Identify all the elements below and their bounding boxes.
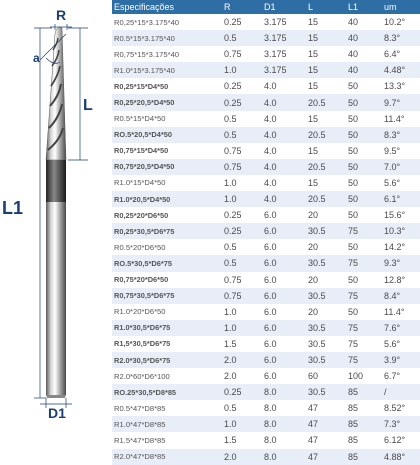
l-cell: 30.5 [308,255,348,271]
specifications-table [112,0,420,465]
r-cell: 0.25 [224,94,264,110]
l-cell: 30.5 [308,223,348,239]
table-body [112,14,420,465]
l-cell: 20 [308,272,348,288]
d1-cell: 8.0 [264,416,308,432]
angle-cell: 7.6° [384,320,420,336]
l1-cell: 40 [348,14,384,30]
d1-cell: 6.0 [264,336,308,352]
d1-cell: 6.0 [264,368,308,384]
table-row [112,255,420,271]
r-cell: 0.25 [224,207,264,223]
r-cell: 1.0 [224,304,264,320]
l1-cell: 75 [348,288,384,304]
angle-cell: 10.2° [384,14,420,30]
table-row [112,175,420,191]
d1-cell: 4.0 [264,143,308,159]
d1-cell: 3.175 [264,46,308,62]
l-cell: 47 [308,400,348,416]
table-row [112,78,420,94]
spec-cell: R0.5*47*D8*85 [112,400,224,416]
l1-cell: 50 [348,191,384,207]
spec-cell: R0,25*30,5*D6*75 [112,223,224,239]
spec-cell: R0.5*20*D6*50 [112,239,224,255]
d1-cell: 8.0 [264,449,308,465]
d1-cell: 6.0 [264,223,308,239]
table-row [112,94,420,110]
spec-cell: R0.5*15*D4*50 [112,111,224,127]
d1-cell: 6.0 [264,207,308,223]
l1-cell: 50 [348,207,384,223]
angle-cell: 4.88° [384,449,420,465]
l1-cell: 50 [348,272,384,288]
d1-cell: 8.0 [264,400,308,416]
spec-cell: R0,75*20,5*D4*50 [112,159,224,175]
table-row [112,288,420,304]
angle-cell: 9.7° [384,94,420,110]
d1-cell: 4.0 [264,78,308,94]
l-cell: 20 [308,207,348,223]
d1-cell: 4.0 [264,94,308,110]
l1-cell: 85 [348,384,384,400]
spec-cell: R0,75*20*D6*50 [112,272,224,288]
r-cell: 2.0 [224,449,264,465]
d1-cell: 4.0 [264,111,308,127]
r-cell: 0.75 [224,143,264,159]
angle-cell: 8.4° [384,288,420,304]
l1-cell: 50 [348,94,384,110]
spec-cell: R1.0*15*3.175*40 [112,62,224,78]
l1-cell: 50 [348,175,384,191]
table-row [112,127,420,143]
angle-cell: 8.3° [384,30,420,46]
angle-cell: 7.0° [384,159,420,175]
angle-cell: 6.4° [384,46,420,62]
angle-cell: 6.7° [384,368,420,384]
dimension-L [68,28,88,160]
l1-cell: 50 [348,143,384,159]
l1-cell: 40 [348,46,384,62]
l-cell: 47 [308,416,348,432]
spec-cell: R0,25*15*D4*50 [112,78,224,94]
l-cell: 15 [308,46,348,62]
table-row [112,159,420,175]
spec-cell: R0,75*15*D4*50 [112,143,224,159]
table-row [112,336,420,352]
angle-cell: 9.3° [384,255,420,271]
spec-cell: R1.0*15*D4*50 [112,175,224,191]
d1-cell: 4.0 [264,175,308,191]
r-cell: 0.75 [224,288,264,304]
angle-cell: 4.48° [384,62,420,78]
l1-cell: 75 [348,352,384,368]
l1-cell: 40 [348,62,384,78]
angle-cell: 6.12° [384,432,420,448]
header-um: um [384,0,420,14]
d1-cell: 6.0 [264,272,308,288]
d1-cell: 3.175 [264,14,308,30]
spec-cell: R2.0*30,5*D6*75 [112,352,224,368]
spec-cell: R0,75*30,5*D6*75 [112,288,224,304]
label-L: L [83,97,93,114]
spec-cell: R1.0*20*D6*50 [112,304,224,320]
fluted-tip [46,28,66,160]
table-row [112,320,420,336]
r-cell: 1.0 [224,320,264,336]
l1-cell: 85 [348,400,384,416]
r-cell: 0.5 [224,127,264,143]
angle-cell: 11.4° [384,304,420,320]
r-cell: 0.25 [224,384,264,400]
l1-cell: 75 [348,336,384,352]
table-row [112,30,420,46]
angle-cell: / [384,384,420,400]
l-cell: 15 [308,111,348,127]
r-cell: 0.25 [224,223,264,239]
l-cell: 30.5 [308,288,348,304]
l1-cell: 40 [348,30,384,46]
angle-cell: 7.3° [384,416,420,432]
table-row [112,62,420,78]
d1-cell: 6.0 [264,320,308,336]
l1-cell: 50 [348,78,384,94]
header-d1: D1 [264,0,308,14]
header-especificacoes: Especificações [112,0,224,14]
table-row [112,46,420,62]
d1-cell: 4.0 [264,127,308,143]
l1-cell: 50 [348,111,384,127]
angle-cell: 5.6° [384,336,420,352]
spec-cell: R0,25*20,5*D4*50 [112,94,224,110]
angle-cell: 12.8° [384,272,420,288]
l-cell: 20.5 [308,191,348,207]
d1-cell: 6.0 [264,352,308,368]
r-cell: 1.5 [224,432,264,448]
spec-cell: R0,25*15*3.175*40 [112,14,224,30]
spec-cell: RO.5*20,5*D4*50 [112,127,224,143]
l1-cell: 50 [348,159,384,175]
l-cell: 47 [308,432,348,448]
angle-cell: 5.6° [384,175,420,191]
l1-cell: 50 [348,239,384,255]
end-mill-diagram [0,0,112,420]
l1-cell: 75 [348,320,384,336]
table-row [112,368,420,384]
header-l: L [308,0,348,14]
angle-cell: 6.1° [384,191,420,207]
spec-cell: R1.0*47*D8*85 [112,416,224,432]
l1-cell: 85 [348,432,384,448]
table-row [112,304,420,320]
header-r: R [224,0,264,14]
table-row [112,449,420,465]
l-cell: 15 [308,62,348,78]
l1-cell: 50 [348,127,384,143]
spec-cell: R1.0*20,5*D4*50 [112,191,224,207]
angle-cell: 3.9° [384,352,420,368]
l1-cell: 85 [348,416,384,432]
l1-cell: 100 [348,368,384,384]
l-cell: 15 [308,143,348,159]
spec-cell: R0.5*15*3.175*40 [112,30,224,46]
l-cell: 20.5 [308,127,348,143]
spec-cell: R1.0*30,5*D6*75 [112,320,224,336]
table-row [112,111,420,127]
r-cell: 0.25 [224,14,264,30]
l-cell: 15 [308,14,348,30]
angle-cell: 10.3° [384,223,420,239]
r-cell: 1.0 [224,175,264,191]
table-row [112,432,420,448]
spec-cell: R1,5*30,5*D6*75 [112,336,224,352]
table-row [112,384,420,400]
r-cell: 1.5 [224,336,264,352]
spec-cell: R0,25*20*D6*50 [112,207,224,223]
spec-cell: RO.5*30,5*D6*75 [112,255,224,271]
table-row [112,191,420,207]
d1-cell: 8.0 [264,432,308,448]
l-cell: 30.5 [308,336,348,352]
l-cell: 30.5 [308,320,348,336]
l-cell: 30.5 [308,352,348,368]
l1-cell: 75 [348,255,384,271]
tool-shank [46,202,66,395]
r-cell: 2.0 [224,352,264,368]
l-cell: 47 [308,449,348,465]
angle-cell: 14.2° [384,239,420,255]
d1-cell: 6.0 [264,304,308,320]
table-row [112,14,420,30]
l-cell: 15 [308,175,348,191]
angle-cell: 15.6° [384,207,420,223]
spec-cell: R0,75*15*3.175*40 [112,46,224,62]
angle-cell: 8.3° [384,127,420,143]
table-header-row [112,0,420,14]
r-cell: 0.5 [224,111,264,127]
d1-cell: 6.0 [264,239,308,255]
r-cell: 0.75 [224,46,264,62]
angle-cell: 9.5° [384,143,420,159]
r-cell: 0.5 [224,239,264,255]
l-cell: 20.5 [308,159,348,175]
r-cell: 1.0 [224,416,264,432]
spec-cell: R1.5*47*D8*85 [112,432,224,448]
angle-cell: 8.52° [384,400,420,416]
spec-cell: R2.0*47*D8*85 [112,449,224,465]
d1-cell: 8.0 [264,384,308,400]
l-cell: 15 [308,78,348,94]
d1-cell: 6.0 [264,288,308,304]
label-a: a [33,51,40,65]
r-cell: 0.5 [224,400,264,416]
header-l1: L1 [348,0,384,14]
table-row [112,143,420,159]
table-row [112,239,420,255]
table-row [112,352,420,368]
r-cell: 0.5 [224,30,264,46]
spec-cell: R2.0*60*D6*100 [112,368,224,384]
l1-cell: 85 [348,449,384,465]
label-L1: L1 [2,198,24,218]
tool-neck [46,160,66,202]
r-cell: 0.25 [224,78,264,94]
d1-cell: 4.0 [264,191,308,207]
l-cell: 20 [308,239,348,255]
l-cell: 30.5 [308,384,348,400]
r-cell: 0.75 [224,272,264,288]
label-R: R [56,7,67,23]
table-row [112,416,420,432]
r-cell: 0.5 [224,255,264,271]
r-cell: 0.75 [224,159,264,175]
angle-cell: 13.3° [384,78,420,94]
l-cell: 60 [308,368,348,384]
table-row [112,207,420,223]
table-row [112,400,420,416]
d1-cell: 6.0 [264,255,308,271]
r-cell: 1.0 [224,62,264,78]
table-row [112,272,420,288]
table-row [112,223,420,239]
l1-cell: 50 [348,304,384,320]
l-cell: 15 [308,30,348,46]
angle-cell: 11.4° [384,111,420,127]
l1-cell: 75 [348,223,384,239]
r-cell: 2.0 [224,368,264,384]
d1-cell: 3.175 [264,30,308,46]
d1-cell: 3.175 [264,62,308,78]
l-cell: 20 [308,304,348,320]
spec-cell: RO.25*30,5*D8*85 [112,384,224,400]
l-cell: 20.5 [308,94,348,110]
r-cell: 1.0 [224,191,264,207]
label-D1: D1 [48,405,66,420]
d1-cell: 4.0 [264,159,308,175]
